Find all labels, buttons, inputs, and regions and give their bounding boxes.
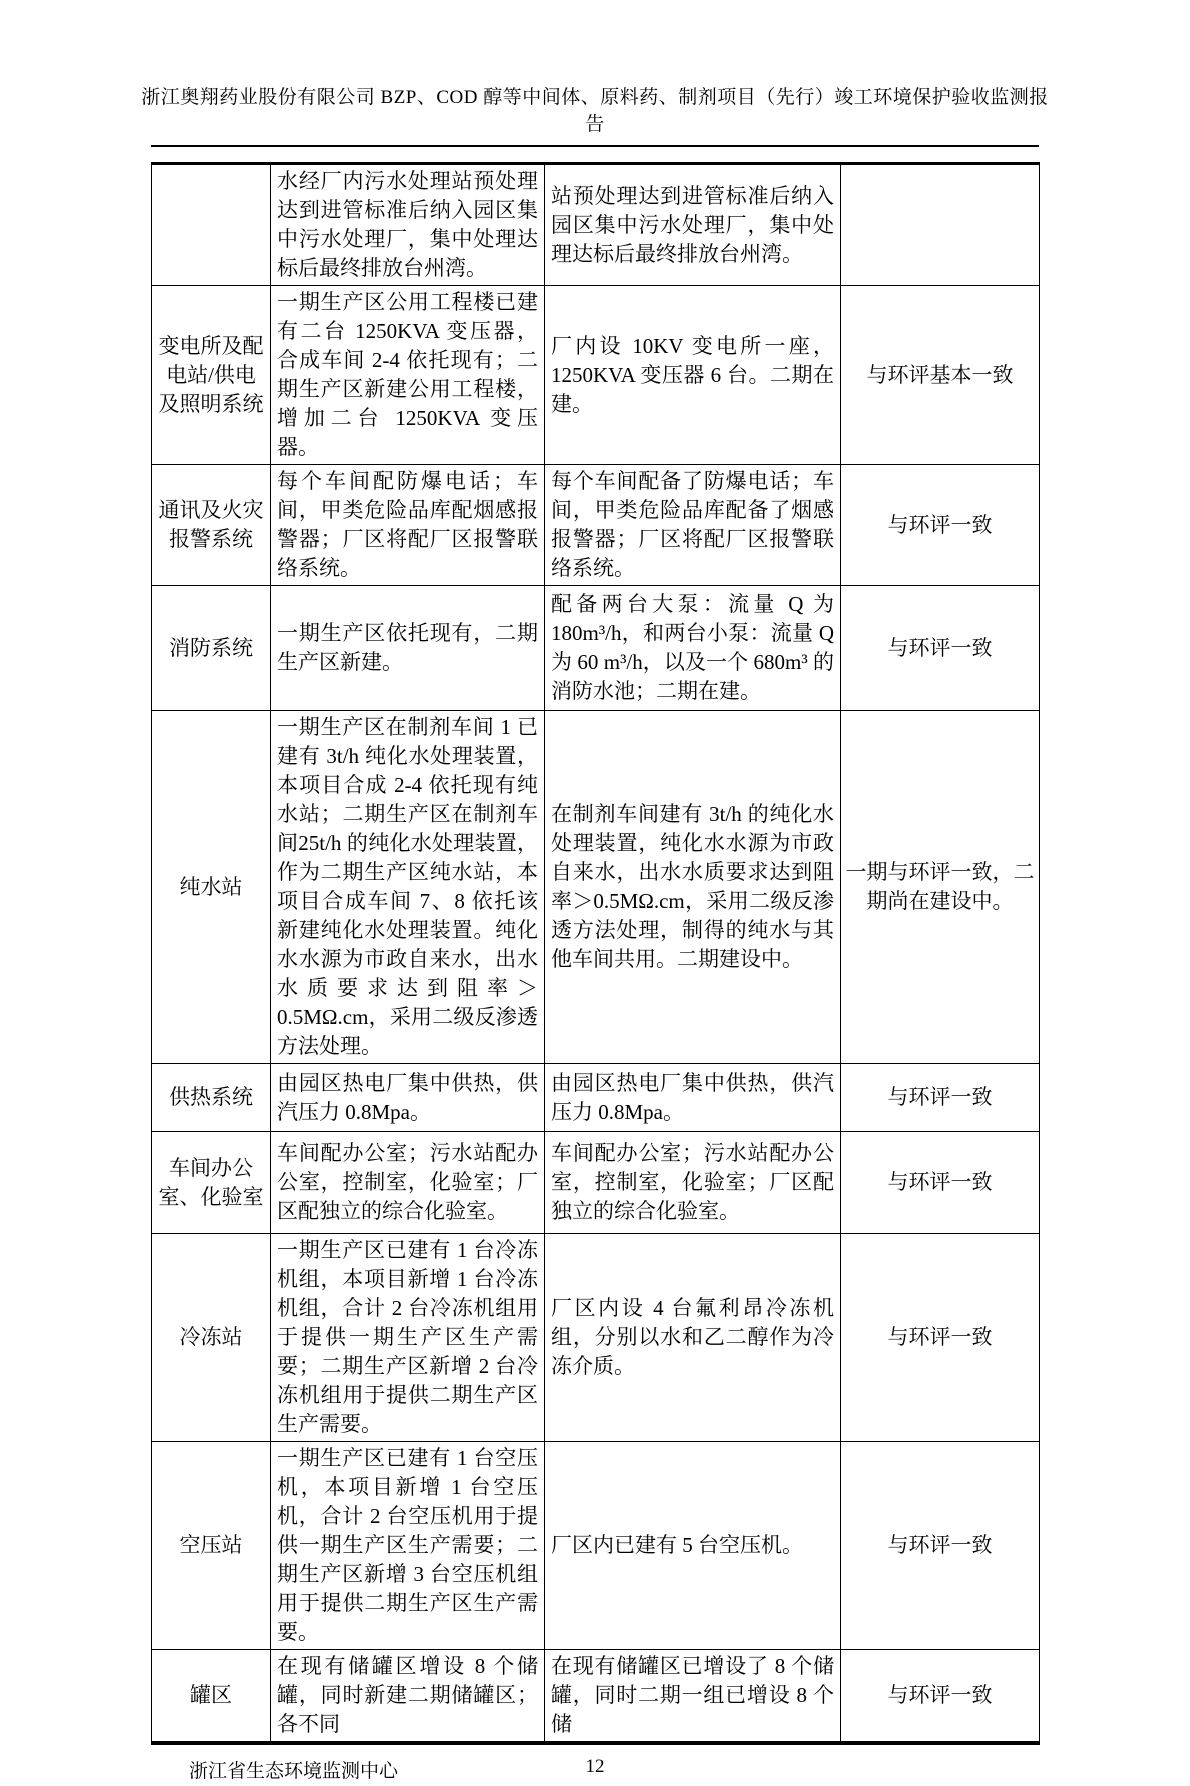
actual-description-cell: 在制剂车间建有 3t/h 的纯化水处理装置，纯化水水源为市政自来水，出水水质要求达到阻率＞0.5MΩ.cm，采用二级反渗透方法处理，制得的纯水与其他车间共用。二期建设中。 (545, 711, 841, 1064)
actual-description-cell: 车间配办公室；污水站配办公室，控制室，化验室；厂区配独立的综合化验室。 (545, 1132, 841, 1234)
table-row (152, 1132, 1040, 1234)
row-label-cell: 供热系统 (152, 1064, 271, 1132)
header-divider (151, 145, 1039, 147)
conclusion-cell: 与环评一致 (841, 1650, 1040, 1744)
conclusion-cell (841, 164, 1040, 286)
footer-page-number: 12 (585, 1756, 605, 1777)
actual-description-cell: 厂区内设 4 台氟利昂冷冻机组，分别以水和乙二醇作为冷冻介质。 (545, 1234, 841, 1442)
conclusion-cell: 与环评一致 (841, 586, 1040, 711)
page-content (141, 0, 1049, 1786)
row-label-cell (152, 164, 271, 286)
conclusion-cell: 与环评一致 (841, 1442, 1040, 1650)
planned-description-cell: 一期生产区公用工程楼已建有二台 1250KVA 变压器，合成车间 2-4 依托现有；二期生产区新建公用工程楼，增加二台 1250KVA 变压器。 (271, 286, 545, 465)
conclusion-cell: 与环评一致 (841, 465, 1040, 586)
actual-description-cell: 配备两台大泵：流量 Q 为 180m³/h，和两台小泵：流量 Q 为 60 m³/h，以及一个 680m³ 的消防水池；二期在建。 (545, 586, 841, 711)
actual-description-cell: 厂区内已建有 5 台空压机。 (545, 1442, 841, 1650)
conclusion-cell: 与环评一致 (841, 1064, 1040, 1132)
planned-description-cell: 一期生产区在制剂车间 1 已建有 3t/h 纯化水处理装置，本项目合成 2-4 依托现有纯水站；二期生产区在制剂车间25t/h 的纯化水处理装置，作为二期生产区纯水站，本项目合成车间 7、8 依托该新建纯化水处理装置。纯化水水源为市政自来水，出水水质要求达到阻率＞0.5MΩ.cm，采用二级反渗透方法处理。 (271, 711, 545, 1064)
planned-description-cell: 一期生产区依托现有，二期生产区新建。 (271, 586, 545, 711)
table-row (152, 1064, 1040, 1132)
row-label-cell: 空压站 (152, 1442, 271, 1650)
planned-description-cell: 车间配办公室；污水站配办公室，控制室，化验室；厂区配独立的综合化验室。 (271, 1132, 545, 1234)
row-label-cell: 纯水站 (152, 711, 271, 1064)
table-row (152, 1442, 1040, 1650)
row-label-cell: 车间办公室、化验室 (152, 1132, 271, 1234)
footer-organization: 浙江省生态环境监测中心 (189, 1761, 399, 1782)
actual-description-cell: 站预处理达到进管标准后纳入园区集中污水处理厂，集中处理达标后最终排放台州湾。 (545, 164, 841, 286)
planned-description-cell: 每个车间配防爆电话；车间，甲类危险品库配烟感报警器；厂区将配厂区报警联络系统。 (271, 465, 545, 586)
planned-description-cell: 一期生产区已建有 1 台冷冻机组，本项目新增 1 台冷冻机组，合计 2 台冷冻机组用于提供一期生产区生产需要；二期生产区新增 2 台冷冻机组用于提供二期生产区生产需要。 (271, 1234, 545, 1442)
planned-description-cell: 一期生产区已建有 1 台空压机，本项目新增 1 台空压机，合计 2 台空压机用于提供一期生产区生产需要；二期生产区新增 3 台空压机组用于提供二期生产区生产需要。 (271, 1442, 545, 1650)
table-row (152, 586, 1040, 711)
conclusion-cell: 与环评一致 (841, 1132, 1040, 1234)
actual-description-cell: 每个车间配备了防爆电话；车间，甲类危险品库配备了烟感报警器；厂区将配厂区报警联络系统。 (545, 465, 841, 586)
page-footer (151, 1756, 1039, 1786)
row-label-cell: 罐区 (152, 1650, 271, 1744)
planned-description-cell: 水经厂内污水处理站预处理达到进管标准后纳入园区集中污水处理厂，集中处理达标后最终排放台州湾。 (271, 164, 545, 286)
table-row (152, 1650, 1040, 1744)
table-row (152, 1234, 1040, 1442)
conclusion-cell: 一期与环评一致，二期尚在建设中。 (841, 711, 1040, 1064)
row-label-cell: 变电所及配电站/供电及照明系统 (152, 286, 271, 465)
table-row (152, 164, 1040, 286)
document-header-title: 浙江奥翔药业股份有限公司 BZP、COD 醇等中间体、原料药、制剂项目（先行）竣工环境保护验收监测报告 (141, 87, 1049, 135)
table-row (152, 286, 1040, 465)
actual-description-cell: 由园区热电厂集中供热，供汽压力 0.8Mpa。 (545, 1064, 841, 1132)
actual-description-cell: 在现有储罐区已增设了 8 个储罐，同时二期一组已增设 8 个储 (545, 1650, 841, 1744)
conclusion-cell: 与环评一致 (841, 1234, 1040, 1442)
planned-description-cell: 由园区热电厂集中供热，供汽压力 0.8Mpa。 (271, 1064, 545, 1132)
table-row (152, 711, 1040, 1064)
row-label-cell: 消防系统 (152, 586, 271, 711)
conclusion-cell: 与环评基本一致 (841, 286, 1040, 465)
row-label-cell: 通讯及火灾报警系统 (152, 465, 271, 586)
actual-description-cell: 厂内设 10KV 变电所一座，1250KVA 变压器 6 台。二期在建。 (545, 286, 841, 465)
table-row (152, 465, 1040, 586)
planned-description-cell: 在现有储罐区增设 8 个储罐，同时新建二期储罐区；各不同 (271, 1650, 545, 1744)
utilities-comparison-table (151, 162, 1040, 1745)
row-label-cell: 冷冻站 (152, 1234, 271, 1442)
